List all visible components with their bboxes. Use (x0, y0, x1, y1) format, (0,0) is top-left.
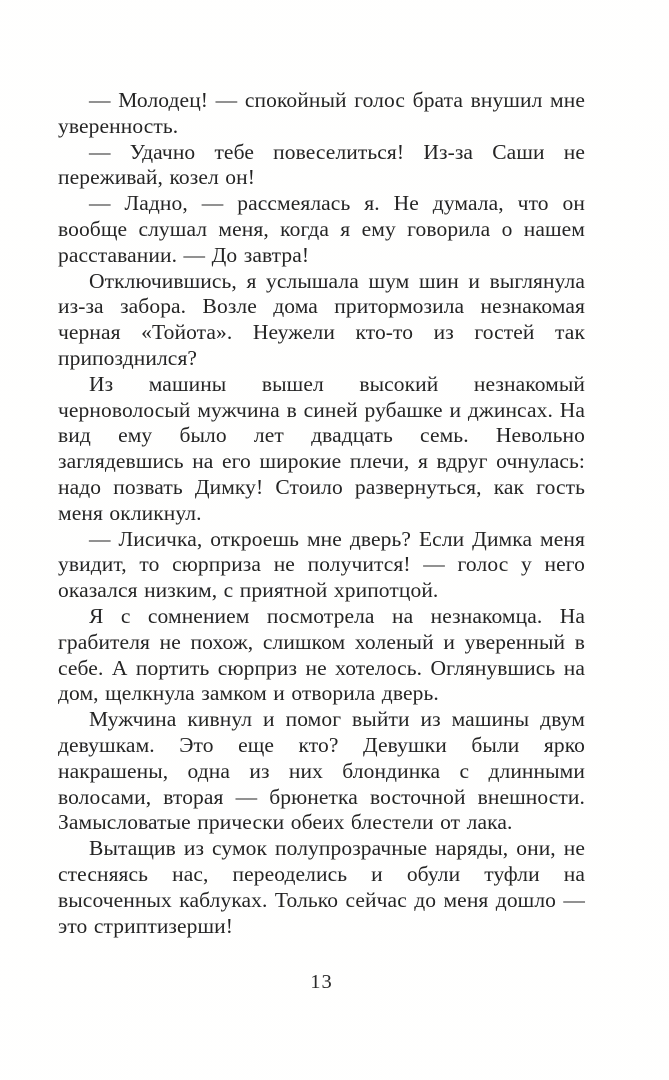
paragraph: Мужчина кивнул и помог выйти из машины двум девушкам. Это еще кто? Девушки были ярко накрашены, одна из них блондинка с длинными волосами, вторая — брюнетка восточной внешности. Замысловатые прически обеих блестели от лака. (58, 707, 585, 835)
paragraph: Я с сомнением посмотрела на незнакомца. На грабителя не похож, слишком холеный и уверенный в себе. А портить сюрприз не хотелось. Оглянувшись на дом, щелкнула замком и отворила дверь. (58, 603, 585, 706)
page-number: 13 (310, 971, 333, 993)
paragraph: Вытащив из сумок полупрозрачные наряды, они, не стесняясь нас, переоделись и обули туфли на высоченных каблуках. Только сейчас до меня дошло — это стриптизерши! (58, 836, 585, 938)
page-text-block (58, 88, 585, 939)
paragraph: — Ладно, — рассмеялась я. Не думала, что он вообще слушал меня, когда я ему говорила о нашем расставании. — До завтра! (58, 191, 585, 267)
paragraph: — Молодец! — спокойный голос брата внушил мне уверенность. (58, 88, 585, 138)
paragraph: Отключившись, я услышала шум шин и выглянула из-за забора. Возле дома притормозила незнакомая черная «Тойота». Неужели кто-то из гостей так припозднился? (58, 268, 585, 370)
paragraph: Из машины вышел высокий незнакомый черноволосый мужчина в синей рубашке и джинсах. На вид ему было лет двадцать семь. Невольно заглядевшись на его широкие плечи, я вдруг очнулась: надо позвать Димку! Стоило развернуться, как гость меня окликнул. (58, 371, 585, 525)
paragraph: — Удачно тебе повеселиться! Из-за Саши не переживай, козел он! (58, 139, 585, 190)
paragraph: — Лисичка, откроешь мне дверь? Если Димка меня увидит, то сюрприза не получится! — голос у него оказался низким, с приятной хрипотцой. (58, 526, 585, 603)
